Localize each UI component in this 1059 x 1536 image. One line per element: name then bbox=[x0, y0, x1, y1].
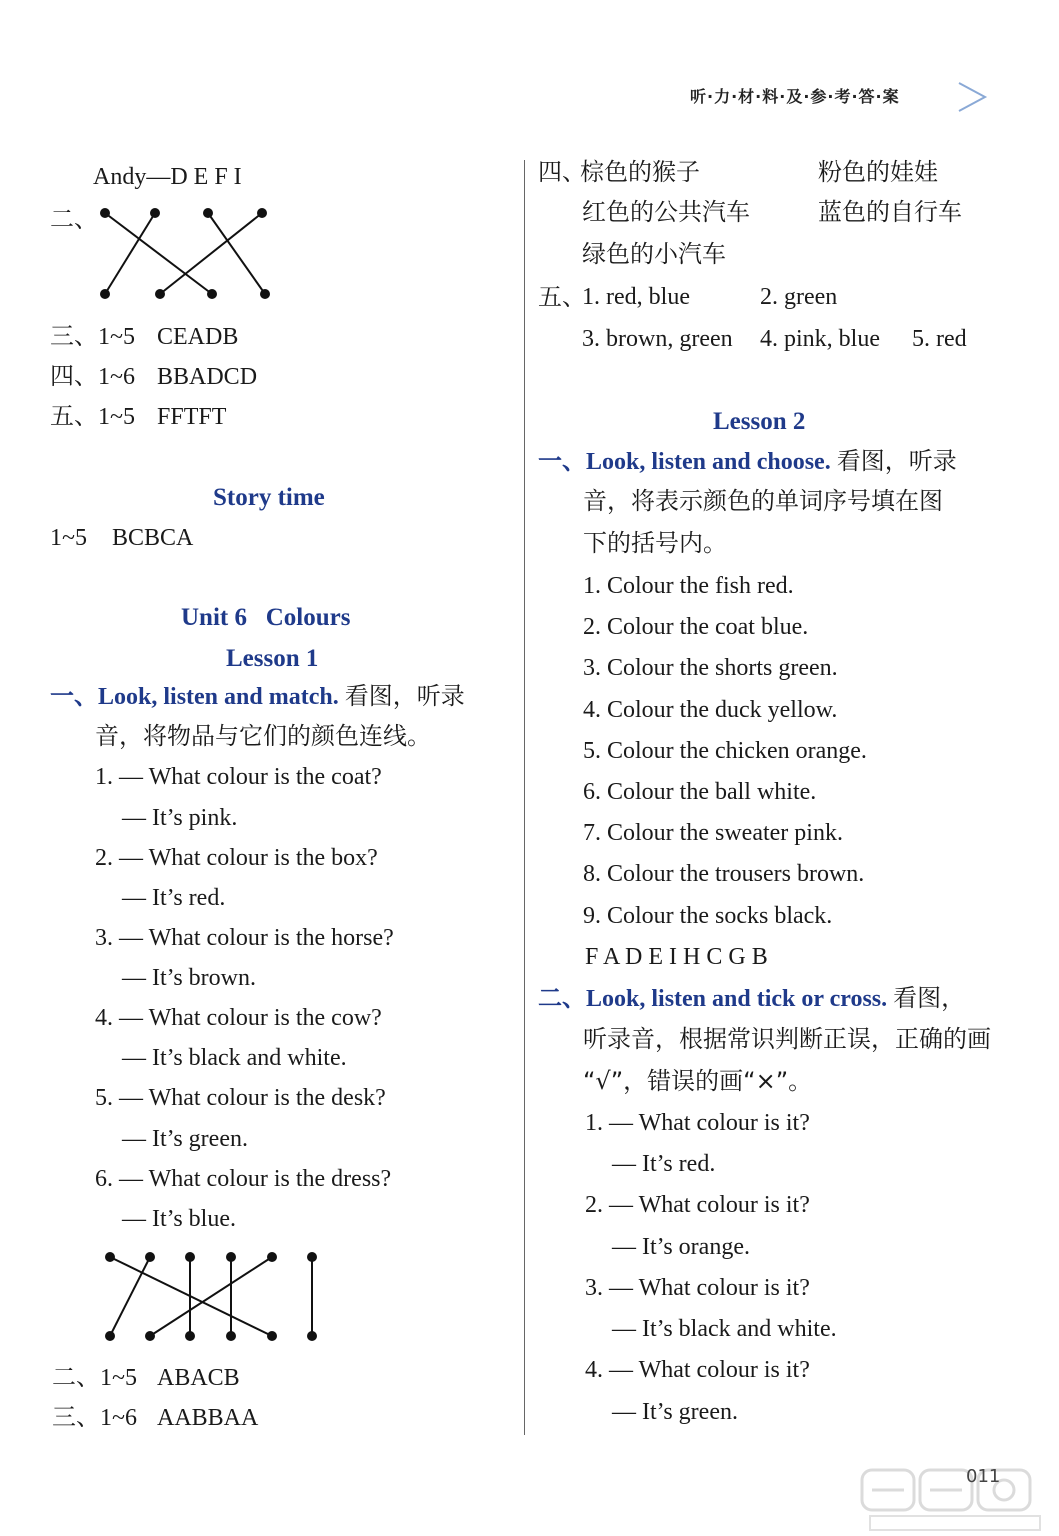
section-b2-answer: ABACB bbox=[157, 1365, 240, 1391]
story-answer: BCBCA bbox=[112, 525, 194, 551]
colour-item: 7. Colour the sweater pink. bbox=[583, 820, 843, 846]
dialog-answer: — It’s green. bbox=[612, 1399, 738, 1425]
colour-item: 9. Colour the socks black. bbox=[583, 903, 833, 929]
dialog-answer: — It’s blue. bbox=[122, 1206, 236, 1232]
unit-title: Unit 6 Colours bbox=[181, 604, 351, 631]
task-instruction-en: Look, listen and match. bbox=[98, 684, 339, 710]
answer-item: 4. pink, blue bbox=[760, 326, 880, 352]
colour-item: 5. Colour the chicken orange. bbox=[583, 738, 867, 764]
story-time-title: Story time bbox=[213, 484, 325, 511]
task-1-heading bbox=[538, 449, 957, 474]
task-instruction-cn-cont: 下的括号内。 bbox=[583, 529, 727, 557]
answer-item: 2. green bbox=[760, 284, 838, 310]
section-3-label: 三、1~5 bbox=[50, 324, 135, 350]
watermark-logo bbox=[860, 1468, 1055, 1534]
lesson-2-title: Lesson 2 bbox=[713, 408, 806, 435]
section-b3-label: 三、1~6 bbox=[52, 1405, 137, 1431]
task-instruction-en: Look, listen and choose. bbox=[586, 449, 831, 475]
section-3-answer: CEADB bbox=[157, 324, 239, 350]
story-label: 1~5 bbox=[50, 525, 87, 551]
matching-diagram-2 bbox=[100, 1248, 325, 1346]
matching-diagram-1 bbox=[95, 203, 280, 303]
page-number: 011 bbox=[966, 1466, 1001, 1487]
task-instruction-cn-cont: 音，将物品与它们的颜色连线。 bbox=[95, 722, 431, 750]
dialog-question: 6. — What colour is the dress? bbox=[95, 1166, 392, 1192]
task-instruction-en: Look, listen and tick or cross. bbox=[586, 986, 888, 1012]
dialog-answer: — It’s black and white. bbox=[612, 1316, 837, 1342]
column-divider bbox=[524, 160, 525, 1435]
section-b2-label: 二、1~5 bbox=[52, 1365, 137, 1391]
task-number: 一、 bbox=[50, 682, 98, 710]
task-2-heading bbox=[538, 986, 965, 1011]
dialog-answer: — It’s red. bbox=[122, 885, 226, 911]
dialog-question: 3. — What colour is the horse? bbox=[95, 925, 394, 951]
task-instruction-cn-cont: 听录音，根据常识判断正误，正确的画 bbox=[583, 1025, 991, 1053]
colour-phrase: 红色的公共汽车 bbox=[582, 198, 750, 226]
section-4-label: 四、1~6 bbox=[50, 364, 135, 390]
section-b3-answer: AABBAA bbox=[157, 1405, 259, 1431]
task-number: 一、 bbox=[538, 447, 586, 475]
section-5-label: 五、 bbox=[538, 283, 586, 311]
colour-item: 6. Colour the ball white. bbox=[583, 779, 817, 805]
task-1-answer: F A D E I H C G B bbox=[585, 944, 768, 970]
dialog-answer: — It’s black and white. bbox=[122, 1045, 347, 1071]
chevron-right-icon bbox=[955, 80, 991, 114]
dialog-question: 3. — What colour is it? bbox=[585, 1275, 810, 1301]
colour-item: 3. Colour the shorts green. bbox=[583, 655, 838, 681]
dialog-answer: — It’s red. bbox=[612, 1151, 716, 1177]
task-instruction-cn-cont: “√”，错误的画“×”。 bbox=[583, 1067, 813, 1095]
answer-item: 1. red, blue bbox=[582, 284, 690, 310]
dialog-answer: — It’s brown. bbox=[122, 965, 256, 991]
colour-item: 4. Colour the duck yellow. bbox=[583, 697, 838, 723]
answer-item: 3. brown, green bbox=[582, 326, 733, 352]
colour-phrase: 粉色的娃娃 bbox=[818, 158, 938, 186]
dialog-answer: — It’s green. bbox=[122, 1126, 248, 1152]
task-instruction-cn: 看图， bbox=[893, 984, 966, 1012]
dialog-question: 4. — What colour is it? bbox=[585, 1357, 810, 1383]
task-instruction-cn: 看图，听录 bbox=[836, 447, 957, 475]
section-5-answer: FFTFT bbox=[157, 404, 227, 430]
section-2-label: 二、 bbox=[50, 205, 98, 233]
dialog-question: 1. — What colour is it? bbox=[585, 1110, 810, 1136]
dialog-question: 2. — What colour is the box? bbox=[95, 845, 378, 871]
task-number: 二、 bbox=[538, 984, 586, 1012]
dialog-answer: — It’s orange. bbox=[612, 1234, 750, 1260]
colour-phrase: 绿色的小汽车 bbox=[582, 240, 726, 268]
dialog-answer: — It’s pink. bbox=[122, 805, 238, 831]
colour-item: 8. Colour the trousers brown. bbox=[583, 861, 865, 887]
section-5-label: 五、1~5 bbox=[50, 404, 135, 430]
dialog-question: 5. — What colour is the desk? bbox=[95, 1085, 386, 1111]
task-1-heading bbox=[50, 684, 465, 709]
task-instruction-cn-cont: 音，将表示颜色的单词序号填在图 bbox=[583, 487, 943, 515]
lesson-1-title: Lesson 1 bbox=[226, 645, 319, 672]
andy-answer: Andy—D E F I bbox=[93, 164, 242, 190]
section-4-label: 四、 bbox=[538, 158, 586, 186]
dialog-question: 2. — What colour is it? bbox=[585, 1192, 810, 1218]
colour-item: 2. Colour the coat blue. bbox=[583, 614, 809, 640]
colour-phrase: 蓝色的自行车 bbox=[818, 198, 962, 226]
section-4-answer: BBADCD bbox=[157, 364, 258, 390]
answer-item: 5. red bbox=[912, 326, 967, 352]
running-header: 听·力·材·料·及·参·考·答·案 bbox=[690, 87, 900, 106]
dialog-question: 1. — What colour is the coat? bbox=[95, 764, 382, 790]
dialog-question: 4. — What colour is the cow? bbox=[95, 1005, 382, 1031]
colour-phrase: 棕色的猴子 bbox=[580, 158, 700, 186]
colour-item: 1. Colour the fish red. bbox=[583, 573, 794, 599]
task-instruction-cn: 看图，听录 bbox=[344, 682, 465, 710]
